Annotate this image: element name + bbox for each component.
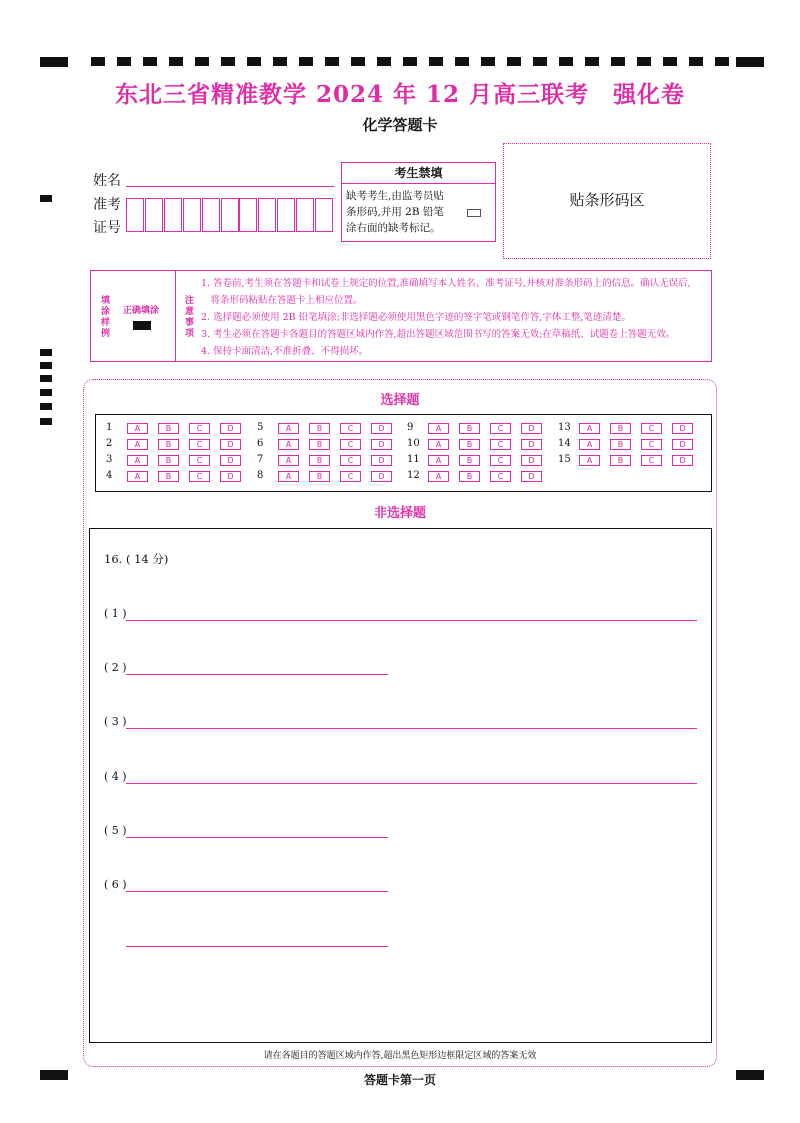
side-mark [40, 375, 52, 382]
question-number: 7 [257, 454, 264, 465]
option-bubble-d[interactable]: D [521, 471, 542, 482]
answer-line[interactable] [126, 837, 388, 838]
timing-dash [195, 57, 209, 66]
option-bubble-d[interactable]: D [521, 455, 542, 466]
fill-sample-panel [91, 271, 176, 361]
side-mark [40, 349, 52, 356]
answer-box [89, 528, 712, 1043]
notice-items [201, 275, 711, 360]
notice-item: 3. 考生必须在答题卡各题目的答题区域内作答,超出答题区域范围书写的答案无效;在草稿纸、试题卷上答题无效。 [201, 329, 676, 340]
timing-dash [611, 57, 625, 66]
page-title: 东北三省精准教学 2024 年 12 月高三联考 强化卷 [114, 81, 686, 108]
option-bubble-c[interactable]: C [340, 455, 361, 466]
answer-line[interactable] [126, 783, 697, 784]
option-bubble-a[interactable]: A [278, 471, 299, 482]
option-bubble-c[interactable]: C [641, 455, 662, 466]
correct-fill-label: 正确填涂 [123, 306, 160, 316]
option-bubble-d[interactable]: D [672, 439, 693, 450]
option-bubble-d[interactable]: D [220, 439, 241, 450]
answer-line[interactable] [126, 728, 697, 729]
option-bubble-c[interactable]: C [340, 439, 361, 450]
question-number: 9 [407, 422, 414, 433]
option-bubble-b[interactable]: B [459, 455, 480, 466]
option-bubble-b[interactable]: B [158, 423, 179, 434]
notice-item: 4. 保持卡面清洁,不准折叠、不得损坏。 [201, 346, 369, 357]
question-number: 8 [257, 470, 264, 481]
timing-dash [143, 57, 157, 66]
question-number: 6 [257, 438, 264, 449]
option-bubble-c[interactable]: C [490, 423, 511, 434]
question-number: 2 [106, 438, 113, 449]
notice-item: 将条形码粘贴在答题卡上相应位置。 [201, 295, 363, 306]
option-bubble-c[interactable]: C [189, 471, 210, 482]
option-bubble-c[interactable]: C [490, 471, 511, 482]
timing-dash [455, 57, 469, 66]
corner-mark-right [736, 57, 764, 67]
mcq-title: 选择题 [380, 393, 420, 408]
fill-sample-label: 填涂样例 [101, 296, 111, 339]
footer-note: 请在各题目的答题区域内作答,超出黑色矩形边框限定区域的答案无效 [263, 1051, 537, 1061]
timing-dash [273, 57, 287, 66]
name-label: 姓名 [93, 173, 121, 189]
id-digit-box[interactable] [202, 198, 220, 232]
question-number: 1 [106, 422, 113, 433]
option-bubble-c[interactable]: C [189, 439, 210, 450]
absent-box-text: 缺考考生,由监考员贴条形码,并用 2B 铅笔涂右面的缺考标记。 [346, 190, 444, 234]
mcq-grid [95, 414, 712, 492]
question-number: 10 [407, 438, 420, 449]
question-heading: 16. ( 14 分) [104, 552, 169, 566]
timing-dash [117, 57, 131, 66]
absent-mark-checkbox[interactable] [467, 209, 481, 217]
answer-line[interactable] [126, 891, 388, 892]
answer-line[interactable] [126, 946, 388, 947]
option-bubble-a[interactable]: A [278, 423, 299, 434]
id-digit-box[interactable] [296, 198, 314, 232]
timing-dash [91, 57, 105, 66]
option-bubble-d[interactable]: D [220, 423, 241, 434]
absent-box-title: 考生禁填 [342, 163, 495, 184]
question-number: 14 [558, 438, 571, 449]
timing-dash [715, 57, 729, 66]
option-bubble-b[interactable]: B [459, 423, 480, 434]
id-digit-box[interactable] [164, 198, 182, 232]
side-mark [40, 418, 52, 425]
option-bubble-c[interactable]: C [490, 439, 511, 450]
option-bubble-b[interactable]: B [459, 439, 480, 450]
option-bubble-a[interactable]: A [127, 455, 148, 466]
timing-dash [585, 57, 599, 66]
timing-dash [377, 57, 391, 66]
option-bubble-c[interactable]: C [490, 455, 511, 466]
question-number: 12 [407, 470, 420, 481]
option-bubble-d[interactable]: D [371, 471, 392, 482]
correct-fill-sample [133, 321, 151, 330]
bottom-mark-right [736, 1070, 764, 1080]
answer-line[interactable] [126, 674, 388, 675]
option-bubble-a[interactable]: A [579, 439, 600, 450]
timing-dash [637, 57, 651, 66]
id-label: 证号 [93, 220, 121, 236]
question-number: 4 [106, 470, 113, 481]
notice-item: 2. 选择题必须使用 2B 铅笔填涂;非选择题必须使用黑色字迹的签字笔或钢笔作答,字体工整,笔迹清楚。 [201, 312, 631, 323]
timing-dash [351, 57, 365, 66]
answer-line[interactable] [126, 620, 697, 621]
id-digit-box[interactable] [126, 198, 144, 232]
side-mark [40, 362, 52, 369]
option-bubble-a[interactable]: A [579, 455, 600, 466]
option-bubble-d[interactable]: D [371, 455, 392, 466]
part-label: ( 4 ) [104, 770, 127, 783]
id-digit-box[interactable] [221, 198, 239, 232]
option-bubble-c[interactable]: C [641, 423, 662, 434]
option-bubble-b[interactable]: B [158, 471, 179, 482]
option-bubble-b[interactable]: B [309, 471, 330, 482]
id-digit-box[interactable] [277, 198, 295, 232]
name-field[interactable] [126, 186, 334, 187]
option-bubble-c[interactable]: C [641, 439, 662, 450]
option-bubble-d[interactable]: D [371, 423, 392, 434]
id-digit-box[interactable] [239, 198, 257, 232]
option-bubble-a[interactable]: A [428, 439, 449, 450]
option-bubble-a[interactable]: A [579, 423, 600, 434]
option-bubble-b[interactable]: B [309, 455, 330, 466]
question-number: 13 [558, 422, 571, 433]
page-number: 答题卡第一页 [363, 1073, 436, 1087]
option-bubble-a[interactable]: A [127, 423, 148, 434]
notice-item: 1. 答卷前,考生须在答题卡和试卷上规定的位置,准确填写本人姓名、准考证号,并核对准条形码上的信息。确认无误后, [201, 278, 691, 289]
option-bubble-a[interactable]: A [278, 439, 299, 450]
option-bubble-c[interactable]: C [189, 455, 210, 466]
option-bubble-a[interactable]: A [127, 471, 148, 482]
question-number: 15 [558, 454, 571, 465]
id-digit-box[interactable] [183, 198, 201, 232]
part-label: ( 2 ) [104, 661, 127, 674]
barcode-area: 贴条形码区 [503, 143, 711, 259]
part-label: ( 5 ) [104, 824, 127, 837]
option-bubble-a[interactable]: A [127, 439, 148, 450]
page-subtitle: 化学答题卡 [362, 116, 438, 134]
option-bubble-d[interactable]: D [220, 471, 241, 482]
option-bubble-c[interactable]: C [340, 471, 361, 482]
option-bubble-b[interactable]: B [309, 439, 330, 450]
timing-dash [689, 57, 703, 66]
part-label: ( 3 ) [104, 715, 127, 728]
option-bubble-a[interactable]: A [428, 455, 449, 466]
option-bubble-a[interactable]: A [428, 423, 449, 434]
timing-dash [325, 57, 339, 66]
question-number: 5 [257, 422, 264, 433]
option-bubble-b[interactable]: B [459, 471, 480, 482]
option-bubble-b[interactable]: B [309, 423, 330, 434]
option-bubble-b[interactable]: B [610, 423, 631, 434]
id-digit-box[interactable] [315, 198, 333, 232]
option-bubble-b[interactable]: B [610, 455, 631, 466]
timing-dash [247, 57, 261, 66]
timing-dash [507, 57, 521, 66]
id-digit-box[interactable] [258, 198, 276, 232]
timing-dash [481, 57, 495, 66]
timing-dash [663, 57, 677, 66]
option-bubble-d[interactable]: D [220, 455, 241, 466]
option-bubble-c[interactable]: C [340, 423, 361, 434]
option-bubble-d[interactable]: D [521, 423, 542, 434]
option-bubble-c[interactable]: C [189, 423, 210, 434]
option-bubble-d[interactable]: D [672, 423, 693, 434]
option-bubble-a[interactable]: A [428, 471, 449, 482]
timing-dash [559, 57, 573, 66]
timing-dash [299, 57, 313, 66]
corner-mark-left [40, 57, 68, 67]
option-bubble-d[interactable]: D [521, 439, 542, 450]
id-digit-box[interactable] [145, 198, 163, 232]
timing-dash [533, 57, 547, 66]
timing-dash [403, 57, 417, 66]
notice-label: 注意事项 [185, 296, 195, 339]
timing-dash [169, 57, 183, 66]
option-bubble-b[interactable]: B [158, 439, 179, 450]
side-mark [40, 195, 52, 202]
part-label: ( 6 ) [104, 878, 127, 891]
absent-box [341, 162, 496, 242]
option-bubble-a[interactable]: A [278, 455, 299, 466]
timing-dash [221, 57, 235, 66]
option-bubble-d[interactable]: D [672, 455, 693, 466]
notes-box [90, 270, 712, 362]
part-label: ( 1 ) [104, 607, 127, 620]
bottom-mark-left [40, 1070, 68, 1080]
nonmcq-title: 非选择题 [373, 506, 426, 521]
option-bubble-b[interactable]: B [158, 455, 179, 466]
question-number: 3 [106, 454, 113, 465]
question-number: 11 [407, 454, 420, 465]
option-bubble-b[interactable]: B [610, 439, 631, 450]
timing-dash [429, 57, 443, 66]
id-label: 准考 [93, 197, 121, 213]
option-bubble-d[interactable]: D [371, 439, 392, 450]
